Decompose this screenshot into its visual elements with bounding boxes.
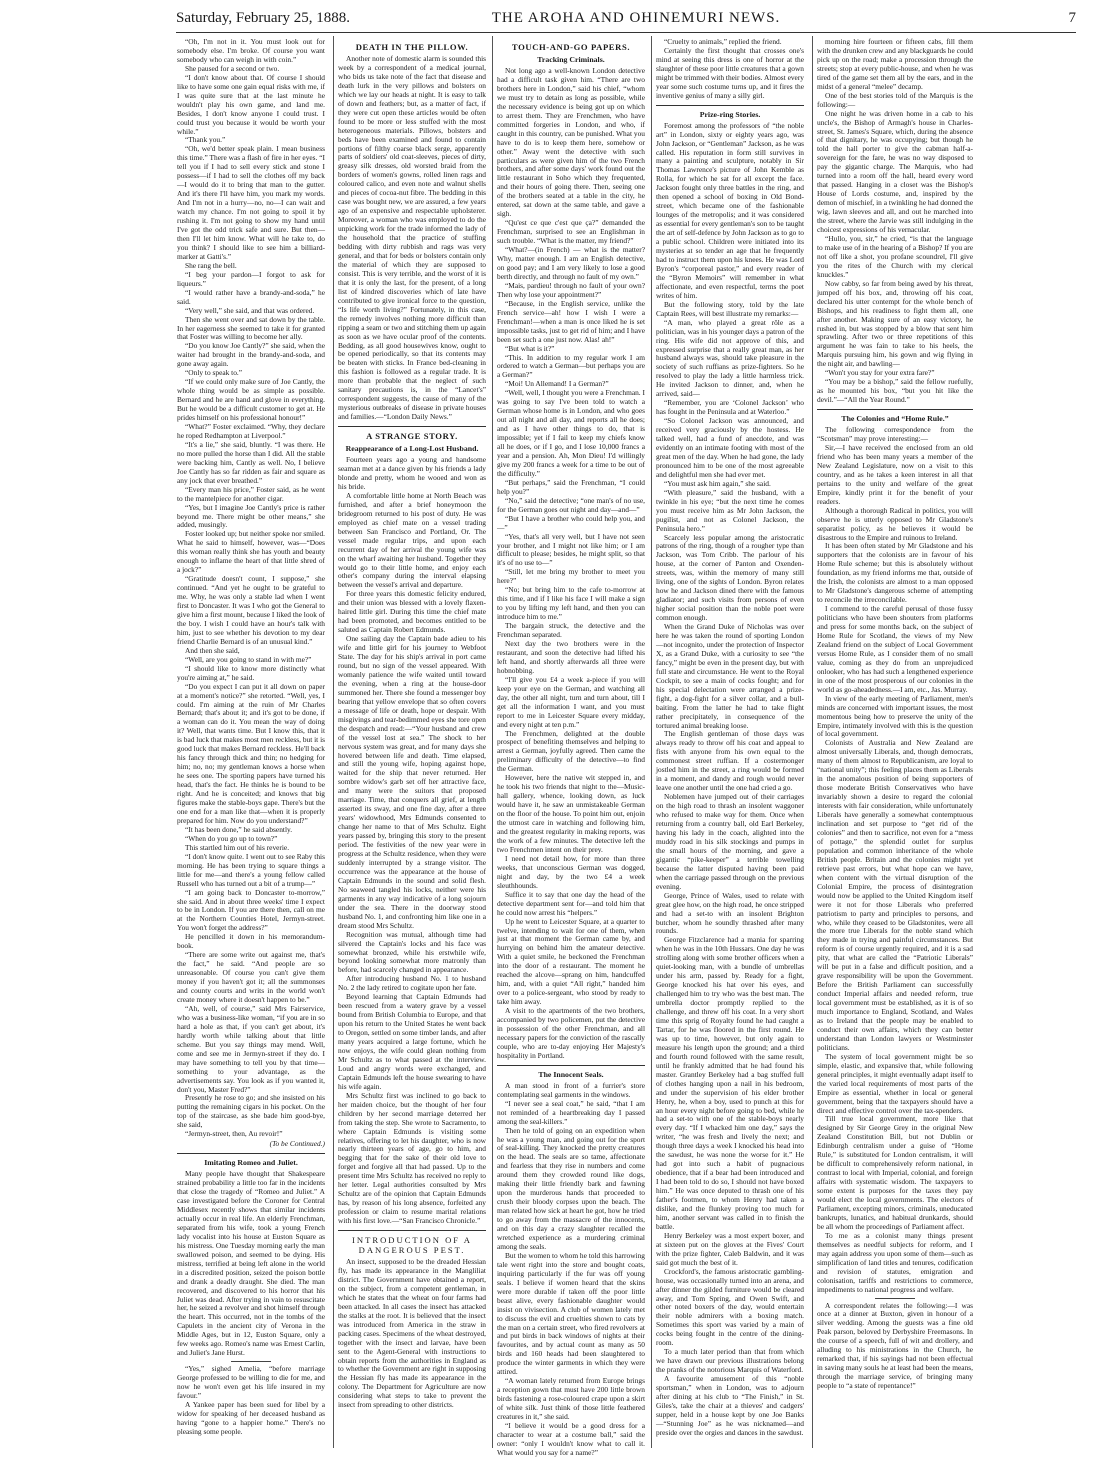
article-paragraph: A visit to the apartments of the two brothers, accompanied by two policemen, put the detective in possession of the other Frenchman, and all necessary papers for the conviction of the rascally couple, who are to-day enjoying Her Majesty's hospitality in Portland. <box>497 1006 645 1060</box>
article-paragraph: George, Prince of Wales, used to relate with great glee how, on the high road, he once stripped and had a set-to with an insolent Brighton butcher, whom he soundly thrashed after many rounds. <box>656 890 804 936</box>
article-paragraph: “I believe it would be a good dress for a character to wear at a costume ball,” said the owner: “only I wouldn't know what to call it. What would you say for a name?” <box>497 1421 645 1457</box>
article-paragraph: A comfortable little home at North Beach was furnished, and after a brief honeymoon the bridegroom returned to his post of duty. He was employed as chief mate on a vessel trading between San Francisco and Portland, Or. The vessel made regular trips, and upon each recurrent day of her arrival the young wife was on the wharf awaiting her husband. Together they would go to their little home, and enjoy each other's company during the interval elapsing between the vessel's arrival and departure. <box>338 490 486 590</box>
story-paragraph: “Ah, well, of course,” said Mrs Fairservice, who was a business-like woman, “if you are in so hard a hole as that, if you can't get about, it's hardly worth while talking about that little scheme. But you say things may mend. Well, come and see me in Jermyn-street if they do. I may have something to tell you by that time—something to your advantage, as the advertisements say. You look as if you wanted it, don't you, Master Fred?” <box>177 1003 325 1094</box>
article-paragraph: “Well, well, I thought you were a Frenchman. I was going to say I've been told to watch a German whose home is in London, and who goes out all night and all day, and reports all he does; and as I have other things to do, that is impossible; yet if I fail to keep my chiefs know all he does, or if I go, and I lose 10,000 francs a year and a pension. Ah, Mon Dieu! I'd willingly give my 200 francs a week for a time to be out of the difficulty.” <box>497 388 645 478</box>
story-paragraph: “It has been done,” he said absently. <box>185 824 293 834</box>
article-paragraph: It has been often stated by Mr Gladstone and his supporters that the colonists are in favour of his Home Rule scheme; but this is absolutely without foundation, as my friend informs me that, outside of the Irish, the colonists are almost to a man opposed to Mr Gladstone's dangerous scheme of attempting to reconcile the irreconcilable. <box>817 541 973 605</box>
headline-strange-story: A STRANGE STORY. <box>366 431 458 442</box>
story-paragraph: “I should like to know more distinctly what you're aiming at,” he said. <box>177 663 325 682</box>
article-paragraph: In view of the early meeting of Parliament, men's minds are concerned with important issues, the most momentous being how to preserve the unity of the Empire, intimately involved with this is the question of local government. <box>817 693 973 739</box>
article-paragraph: “But I have a brother who could help you, and—” <box>497 513 645 532</box>
article-paragraph: “Remember, you are ‘Colonel Jackson’ who has fought in the Peninsula and at Waterloo.” <box>656 398 804 417</box>
page-number: 7 <box>1068 10 1076 26</box>
article-paragraph: Sir,—I have received the enclosed from an old friend who has been many years a member of the New Zealand Legislature, now on a visit to this country, and as he takes a keen interest in all that pertains to the unity and welfare of the great Empire, kindly print it for the benefit of your readers. <box>817 442 973 506</box>
article-paragraph: “Hullo, you, sir,” he cried, “is that the language to make use of in the hearing of a Bishop? If you are not off like a shot, you profane scoundrel, I'll give you the rites of the Church with my clerical knuckles.” <box>817 233 973 279</box>
article-paragraph: The system of local government might be so simple, elastic, and expansive that, while following general principles, it might eventually adapt itself to the varied local requirements of most parts of the Empire as essential, whether in local or general government, being that the taxpayers should have a direct and effective control over the tax-spenders. <box>817 1051 973 1115</box>
column-divider <box>812 36 813 1448</box>
article-paragraph: A correspondent relates the following:—I was once at a dinner at Buxton, given in honour of a silver wedding. Among the guests was a fine old Peak parson, beloved by Derbyshire Freemasons. In the course of a speech, full of wit and drollery, and alluding to his ministrations in the Church, he remarked that, if his sayings had not been effectual in saving many souls he at least had been the means, through the marriage service, of bringing many people to “a state of repentance!” <box>817 1300 973 1391</box>
article-paragraph: “A woman lately returned from Europe brings a reception gown that must have 200 little brown birds fastening a rose-coloured crape upon a skirt of white silk. Just think of those little feathered creatures in it,” she said. <box>497 1376 645 1422</box>
column-divider <box>492 36 493 1448</box>
article-paragraph: The bargain struck, the detective and the Frenchman separated. <box>497 621 645 640</box>
newspaper-title: THE AROHA AND OHINEMURI NEWS. <box>491 10 781 26</box>
issue-date: Saturday, February 25, 1888. <box>176 10 350 26</box>
article-paragraph: “But perhaps,” said the Frenchman, “I could help you?” <box>497 477 645 496</box>
article-paragraph: Till true local government, more like that designed by Sir George Grey in the original New Zealand Constitution Bill, but not Dublin or Edinburgh centralism under a guise of “Home Rule,” is substituted for London centralism, it will be difficult to comprehensively reform national, in contrast to local with Imperial, colonial, and foreign affairs with systematic wisdom. The taxpayers to some extent is purposes for the taxes they pay would elect the local governments. The electors of Parliament, excepting minors, criminals, uneducated bankrupts, lunatics, and habitual drunkards, should be all whom the proceedings of Parliament affect. <box>817 1114 973 1231</box>
article-paragraph: Not long ago a well-known London detective had a difficult task given him. “There are two brothers here in London,” said his chief, “whom we must try to detain as long as possible, while the necessary evidence is being got up on which to arrest them. They are Frenchmen, who have committed forgeries in London, and who, if caught in this country, can be punished. What you have to do is to keep them here, somehow or other.” Away went the detective with such particulars as were given him of the two French brothers, and after some days' work found out the little restaurant in Soho which they frequented, and their hours of going there. Then, seeing one of the brothers seated at a table in the city, he entered, sat down at the same table, and gave a sigh. <box>497 66 645 219</box>
article-paragraph: “Because, in the English service, unlike the French service—ah! how I wish I were a Frenchman!—when a man is once liked he is set impossible tasks, just to get rid of him; and I have been set such a one just now. Alas! ah!” <box>497 298 645 344</box>
headline-dangerous-pest: INTRODUCTION OF A DANGEROUS PEST. <box>352 1235 472 1256</box>
column-4 <box>656 38 804 1448</box>
headline-colonies-home-rule: The Colonies and “Home Rule.” <box>841 414 949 424</box>
article-paragraph: Many people have thought that Shakespeare strained probability a little too far in the incidents that close the tragedy of “Romeo and Juliet.” A case investigated before the Coroner for Central Middlesex recently shows that similar incidents actually occur in real life. An elderly Frenchman, separated from his wife, took a young French lady vocalist into his house at Euston Square as his mistress. One Tuesday morning early the man swallowed poison, and seemed to be dying. His mistress, terrified at being left alone in the world in a discredited position, seized the poison bottle and drank a deadly draught. She died. The man recovered, and discovered to his horror that his Juliet was dead. After trying in vain to resuscitate her, he seized a revolver and shot himself through the heart. This occurred, not in the tombs of the Capulets in the ancient city of Verona in the Middle Ages, but in 12, Euston Square, only a few weeks ago. Romeo's name was Ernest Carlin, and Juliet's Jane Hurst. <box>177 1169 325 1358</box>
article-paragraph: An insect, supposed to be the dreaded Hessian fly, has made its appearance in the Mangliliat district. The Government have obtained a report, on the subject, from a competent gentleman, in which he states that the wheat on four farms had been attacked. In all cases the insect has attacked the stalks at the root. It is believed that the insect was introduced from America in the straw in packing cases. Specimens of the wheat destroyed, together with the insect and larvae, have been sent to the Agent-General with instructions to obtain reports from the authorities in England as to whether the Government are right in supposing the Hessian fly has made its appearance in the colony. The Department for Agriculture are now considering what steps to take to prevent the insect from spreading to other districts. <box>338 1257 486 1410</box>
article-paragraph: Suffice it to say that one day the head of the detective department sent for—and told him that he could now arrest his “helpers.” <box>497 889 645 917</box>
article-paragraph: I need not detail how, for more than three weeks, that unconscious German was dogged, night and day, by the two £4 a week sleuthhounds. <box>497 853 645 890</box>
headline-touch-and-go: TOUCH-AND-GO PAPERS. <box>511 42 631 52</box>
article-paragraph: “You may be a bishop,” said the fellow ruefully, as he mounted his box, “but you hit like the devil.”—“All the Year Round.” <box>817 377 973 405</box>
article-paragraph: “Still, let me bring my brother to meet you here?” <box>497 567 645 586</box>
column-divider <box>651 36 652 1448</box>
article-paragraph: Fourteen years ago a young and handsome seaman met at a dance given by his friends a lady blonde and pretty, whom he wooed and won as his bride. <box>338 455 486 491</box>
article-paragraph: “Yes,” sighed Amelia, “before marriage George professed to be willing to die for me, and now he won't even get his life insured in my favour.” <box>177 1364 325 1401</box>
article-paragraph: For three years this domestic felicity endured, and their union was blessed with a lovely flaxen-haired little girl. During this time the chief mate had been promoted, and becomes entitled to be saluted as Captain Robert Edmunds. <box>338 589 486 635</box>
column-1 <box>177 38 325 1448</box>
story-paragraph: This startled him out of his reverie. <box>185 842 290 852</box>
article-separator <box>656 105 804 106</box>
story-paragraph: “If we could only make sure of Joe Cantly, the whole thing would be as simple as possible. Bernard and he are hand and glove in everything. But he would be a difficult customer to get at. He prides himself on his professional honour!” <box>177 377 325 423</box>
article-paragraph: “With pleasure,” said the husband, with a twinkle in his eye; “but the next time he comes you must receive him as Mr John Jackson, the pugilist, and not as Colonel Jackson, the Peninsula hero.” <box>656 487 804 533</box>
article-paragraph: Certainly the first thought that crosses one's mind at seeing this dress is one of horror at the slaughter of these poor little creatures that a gown might be trimmed with their bodies. Almost every year some such costume turns up, and it fires the inventive genius of many a silly girl. <box>656 45 804 100</box>
divider <box>231 1361 271 1362</box>
story-paragraph: She rang the bell. <box>185 260 237 270</box>
story-paragraph: “I don't know quite. I went out to see Raby this morning. He has been trying to square things a little for me—and there's a young fellow called Russell who has turned out a bit of a trump—” <box>177 851 325 888</box>
story-paragraph: He pencilled it down in his memorandum-book. <box>177 932 325 951</box>
article-paragraph: “A man, who played a great rôle as a politician, was in his younger days a patron of the ring. His wife did not approve of this, and expressed surprise that a really great man, as her husband always was, should take pleasure in the society of such ruffians as prize-fighters. So he resolved to play the lady a little harmless trick. He invited Jackson to dinner, and, when he arrived, said— <box>656 317 804 399</box>
story-paragraph: “Gratitude doesn't count, I suppose,” she continued. “And yet he ought to be grateful to me. Why, he was only a stable lad when I went first to Doncaster. It was I who got the General to give him a first mount, because I liked the look of the boy. I wish I could have an hour's talk with him, just to see whether his devotion to my dear friend Charlie Bernard is of an unusual kind.” <box>177 574 325 646</box>
article-paragraph: Noblemen have jumped out of their carriages on the high road to thrash an insolent waggoner who refused to make way for them. Once when returning from a country ball, old Earl Berkeley, having his lady in the coach, alighted into the muddy road in his silk stockings and pumps in the small hours of the morning, and gave a gigantic “pike-keeper” a terrible towelling because the latter disputed having been paid when the carriage passed through on the previous evening. <box>656 792 804 891</box>
article-paragraph: “Yes, that's all very well, but I have not seen your brother, and I might not like him; or I am difficult to please; besides, he might split, so that it's of no use to—” <box>497 531 645 568</box>
article-paragraph: A Yankee paper has been sued for libel by a widow for speaking of her deceased husband as having “gone to a happier home.” There's no pleasing some people. <box>177 1400 325 1436</box>
article-paragraph: Foremost among the professors of “the noble art” in London, sixty or eighty years ago, was John Jackson, or “Gentleman” Jackson, as he was called. His reputation in form still survives in many a painting and sculpture, notably in Sir Thomas Lawrence's picture of John Kemble as Rolla, for which he sat for all except the face. Jackson fought only three battles in the ring, and then opened a school of boxing in Old Bond-street, which became one of the fashionable lounges of the metropolis; and it was considered as essential for every gentleman's son to be taught the art of self-defence by John Jackson as to go to a public school. Children were initiated into its mysteries at so tender an age that he frequently had to instruct them upon his knees. He was Lord Byron's “corporeal pastor,” and every reader of the “Byron Memoirs” will remember in what affectionate, and even respectful, terms the poet writes of him. <box>656 120 804 300</box>
article-paragraph: To me as a colonist many things present themselves as needful subjects for reform, and I may again address you upon some of them—such as simplification of land titles and tenures, codification and revision of statutes, emigration and colonisation, tariffs and restrictions to commerce, impediments to national progress and welfare. <box>817 1230 973 1294</box>
article-paragraph: “You must ask him again,” she said. <box>664 478 771 488</box>
story-paragraph: “Thank you.” <box>185 135 226 145</box>
subheadline-long-lost-husband: Reappearance of a Long-Lost Husband. <box>345 444 479 454</box>
article-paragraph: To a much later period than that from which we have drawn our previous illustrations belong the pranks of the notorious Marquis of Waterford. <box>656 1347 804 1375</box>
headline-romeo-juliet: Imitating Romeo and Juliet. <box>204 1158 298 1168</box>
article-paragraph: When the Grand Duke of Nicholas was over here he was taken the round of sporting London—not incognito, under the protection of Inspector X, as a Grand Duke, with a curiosity to see “the fancy,” might be even in the present day, but with full state and circumstance. He went to the Royal Cockpit, to see a main of cocks fought; and for his special delectation were arranged a prize-fight, a dog-fight for a silver collar, and a bull-baiting. From the latter he had to take flight rather precipitately, in consequence of the tortured animal breaking loose. <box>656 622 804 730</box>
article-paragraph: “No,” said the detective; “one man's of no use, for the German goes out night and day—and—” <box>497 495 645 514</box>
article-paragraph: “No; but bring him to the cafe to-morrow at this time, and if I like his face I will make a sign to you by lifting my left hand, and then you can introduce him to me.” <box>497 585 645 622</box>
article-paragraph: But the women to whom he told this harrowing tale went right into the store and bought coats, inquiring particularly if the fur was off young seals. I believe if women heard that the skins were more durable if taken off the poor little beast alive, every fashionable daughter would insist on vivisection. A club of women lately met to discuss the evil and cruelties shown to cats by the man on a certain street, who fired revolvers at and put birds in back windows of nights at their favourites, and by actual count as many as 50 birds and 160 heads had been slaughtered to produce the winter garments in which they were attired. <box>497 1250 645 1377</box>
article-separator <box>338 426 486 427</box>
story-paragraph: “Oh, we'd better speak plain. I mean business this time.” There was a flash of fire in her eyes. “I tell you if I had to sell every stick and stone I possess—if I had to sell the clothes off my back—I would do it to bring that man to the gutter. And it's there I'll have him, you mark my words. And I'm not in a hurry—no, no—I can wait and watch my chance. I'm not going to spoil it by rushing it. I'm not going to show my hand until I've got the odd trick safe and sure. But then—then I'll let him know. What will he take to, do you think? I should like to see him a billiard-marker at Gatti's.” <box>177 144 325 261</box>
article-paragraph: “Won't you stay for your extra fare?” <box>825 368 935 378</box>
article-paragraph: “What?—(in French) — what is the matter? Why, matter enough. I am an English detective, on good pay; and I am very likely to lose a good berth directly, and through no fault of my own.” <box>497 245 645 281</box>
article-paragraph: George Fitzclarence had a mania for sparring when he was in the 10th Hussars. One day he was strolling along with some brother officers when a quiet-looking man, with a bundle of umbrellas under his arm, passed by. Ready for a fight, George knocked his hat over his eyes, and challenged him to try who was the best man. The umbrella doctor promptly replied to the challenge, and threw off his coat. In a very short time this sprig of Royalty found he had caught a Tartar, for he was floored in the first round. He was up to time, however, but only again to measure his length upon the ground; and a third and fourth round followed with the same result, until he frankly admitted that he had found his master. Grantley Berkeley had a bag stuffed full of clothes hanging upon a nail in his bedroom, and under the supervision of his elder brother Henry, he, when a boy, used to punch at this for an hour every night before going to bed, while he had a set-to with one of the stable-boys nearly every day. “If I whacked him one day,” says the writer, “he was fresh and lively the next; and though three days a week I knocked his head into the sawdust, he was none the worse for it.” He had got into such a habit of pugnacious obedience, that if a bear had been introduced and I had been told to do so, I should not have boxed him.” He was once deputed to thrash one of his father's footmen, to whom Henry had taken a dislike, and the flunkey proving too much for him, another servant was called in to finish the battle. <box>656 935 804 1231</box>
article-paragraph: morning hire fourteen or fifteen cabs, fill them with the drunken crew and any blackguards he could pick up on the road; make a procession through the streets; stop at every public-house, and when he was tired of the game set them all by the ears, and in the midst of a general “melee” decamp. <box>817 37 973 91</box>
story-paragraph: “I don't know about that. Of course I should like to have some one gain equal risks with me, if I was quite sure that at the last minute he wouldn't play his own game, and land me. Besides, I don't know anyone I could trust. I could trust you because it would be worth your while.” <box>177 72 325 136</box>
story-paragraph: “Do you expect I can put it all down on paper at a moment's notice?” she retorted. “Well, yes, I could. I'm aiming at the ruin of Mr Charles Bernard; that's about it; and it's got to be done, if a woman can do it. You mean the way of doing it? Well, that wants time. But I know this, that it is bad luck that makes most men reckless, but it is good luck that makes Bernard reckless. He'll back his fancy through thick and thin; no hedging for him; no, no; my gentleman knows a horse when he sees one. The sporting papers have turned his head, that's the fact. He thinks he is bound to be right. And he is conceited; and knows that big figures make the stable-boys gape. There's but the one end for a man like that—when it is properly prepared for him. Now do you understand?” <box>177 681 325 825</box>
article-paragraph: One sailing day the Captain bade adieu to his wife and little girl for his journey to Webfoot State. The day for his ship's arrival in port came round, but no sign of the vessel appeared. With womanly patience the wife waited until toward the evening, when a ring at the house-door summoned her. There she found a messenger boy bearing that yellow envelope that so often covers a message of life or death, hope or despair. With misgivings and tear-bedimmed eyes she tore open the despatch and read:—“Your husband and crew of the vessel lost at sea.” The shock to her nervous system was great, and for many days she hovered between life and death. Time elapsed, and still the young wife, hoping against hope, waited for the ship that never returned. Her sombre widow's garb set off her attractive face, and many were the suitors that proposed marriage. Time, that conquers all grief, at length asserted its sway, and one fine day, after a three years' widowhood, Mrs Edmunds consented to change her name to that of Mrs Schultz. Eight years passed by, bringing this story to the present period. The festivities of the new year were in progress at the Schultz residence, when they were suddenly interrupted by a strange visitor. The occurrence was the appearance at the house of Captain Edmunds in the sound and solid flesh. No seaweed tangled his locks, neither were his garments in any way indicative of a long sojourn under the sea. There in the doorway stood husband No. 1, and confronting him like one in a dream stood Mrs Schultz. <box>338 634 486 930</box>
divider <box>875 1298 915 1299</box>
article-separator <box>497 1065 645 1066</box>
article-paragraph: “I never see a seal coat,” he said, “that I am not reminded of a heartbreaking day I passed among the seal-killers.” <box>497 1098 645 1126</box>
column-5 <box>817 38 973 1448</box>
article-paragraph: “I'll give you £4 a week a-piece if you will keep your eye on the German, and watching all day, the other all night, turn and turn about, till I get all the information I want, and you must report to me in Leicester Square every midday, and every night at ten p.m.” <box>497 674 645 729</box>
article-paragraph: “Moi! Un Allemand! I a German?” <box>505 379 609 389</box>
story-paragraph: “There are some write out against me, that's the fact,” he said. “And people are so unreasonable. Of course you can't give them money if you haven't got it; all the summonses and county courts and writs in the world won't create money where it doesn't happen to be.” <box>177 950 325 1004</box>
story-paragraph: “Every man his price,” Foster said, as he went to the mantelpiece for another cigar. <box>177 484 325 503</box>
story-paragraph: And then she said, <box>185 645 240 655</box>
article-paragraph: “Qu'est ce que c'est que ça?” demanded the Frenchman, surprised to see an Englishman in such trouble. “What is the matter, my friend?” <box>497 218 645 246</box>
article-paragraph: “This. In addition to my regular work I am ordered to watch a German—but perhaps you are a German?” <box>497 352 645 380</box>
article-paragraph: But the following story, told by the late Captain Rees, will best illustrate my remarks:— <box>656 299 804 318</box>
masthead <box>176 6 1076 30</box>
article-paragraph: Then he told of going on an expedition when he was a young man, and going out for the sport of seal-killing. They knocked the pretty creatures on the head. The seals are so tame, affectionate and fearless that they rise in numbers and come around them they crowded round like dogs, making their little friendly bark and fawning upon the murderous hands that proceeded to crush their bloody corpses upon the beach. The man related how sick at heart he got, how he tried to go away from the massacre of the innocents, and on this day a crazy slaughter recalled the wretched experience as a murdering criminal among the seals. <box>497 1125 645 1251</box>
article-paragraph: The Frenchmen, delighted at the double prospect of benefiting themselves and helping to arrest a German, joyfully agreed. Then came the preliminary difficulty of the detective—to find the German. <box>497 728 645 774</box>
article-paragraph: “Mais, pardieu! through no fault of your own? Then why lose your appointment?” <box>497 280 645 299</box>
article-paragraph: Although a thorough Radical in politics, you will observe he is utterly opposed to Mr Gladstone's separatist policy, as he believes it would be disastrous to the Empire and ruinous to Ireland. <box>817 505 973 542</box>
article-separator <box>338 1230 486 1231</box>
article-paragraph: However, here the native wit stepped in, and he took his two friends that night to the—Music-hall gallery, whence, looking down, as luck would have it, he saw an unmistakeable German on the floor of the house. To point him out, enjoin the utmost care in watching and following him, and the greatest regularity in making reports, was the work of a few minutes. The detective left the two Frenchmen intent on their prey. <box>497 773 645 854</box>
article-paragraph: One night he was driven home in a cab to his uncle's, the Bishop of Armagh's house in Charles-street, St. James's Square, which, during the absence of that dignitary, he was occupying; but though he told the hall porter to give the cabman half-a-sovereign for the fare, he was no way disposed to pay the gigantic charge. The Marquis, who had turned into a room off the hall, heard every word that passed. Hanging in a closet was the Bishop's House of Lords costume, and, inspired by the demon of mischief, in a twinkling he had donned the wig, lawn sleeves and all, and out he marched into the street, where the Jarvie was still indulging in the choicest expressions of his vernacular. <box>817 108 973 235</box>
story-paragraph: “It's a lie,” she said, bluntly. “I was there. He no more pulled the horse than I did. All the stable were backing him, Cantly as well. No, I believe Joe Cantly has so far ridden as fair and square as any jock that ever breathed.” <box>177 439 325 485</box>
story-paragraph: “Oh, I'm not in it. You must look out for somebody else. I'm broke. Of course you want somebody who can weigh in with coin.” <box>177 37 325 64</box>
story-paragraph: “When do you go up to town?” <box>185 833 278 843</box>
story-paragraph: “Very well,” she said, and that was ordered. <box>185 305 315 315</box>
article-paragraph: “Cruelty to animals,” replied the friend. <box>664 37 782 46</box>
article-paragraph: One of the best stories told of the Marquis is the following:— <box>817 90 973 109</box>
story-paragraph: She paused for a second or two. <box>185 63 280 73</box>
article-paragraph: I commend to the careful perusal of those fussy politicians who have been shouters from platforms and press for some months back, on the subject of Home Rule for Scotland, the views of my New Zealand friend on the subject of Local Government versus Home Rule, as I consider them of no small value, coming as they do from an unprejudiced onlooker, who has had such a lengthened experience in one of the most prosperous of our colonies in the world as go-aheadedness.—I am, etc., Jas. Murray. <box>817 604 973 694</box>
article-paragraph: Colonists of Australia and New Zealand are almost universally Liberals, and, though democrats, many of them almost to Republicanism, are loyal to “national unity”; this feeling places them as Liberals in the anomalous position of being supporters of those moderate British Conservatives who have invariably shown a desire to regard the colonial interests with fair consideration, while unfortunately Liberals have generally a somewhat contemptuous inclination and set purpose to “get rid of the colonies” and then to sacrifice, not even for a “mess of pottage,” the splendid outlet for surplus population and common inheritance of the whole British people. Britain and the colonies might yet retrieve past errors, but what hope can we have, when content with the virtual disruption of the Colonial Empire, the process of disintegration would now be applied to the United Kingdom itself were it not for those Liberals who preferred patriotism to party and principles to persons, and who, while they ceased to be Gladstonites, were all the more true Liberals for the noble stand which they made in trying and painful circumstances. But reform is of course urgently required, and it is a sad pity, that what are called the “Patriotic Liberals” will be put in a false and difficult position, and a grave responsibility will be upon the Government. Before the British Parliament can successfully conduct Imperial affairs and needed reform, true local government must be established, as it is of so much importance to England, Scotland, and Wales as to Ireland that the people may be enabled to conduct their own affairs, which they can better understand than London lawyers or Westminster politicians. <box>817 738 973 1052</box>
article-paragraph: Next day the two brothers were in the restaurant, and soon the detective had lifted his left hand, and shortly afterwards all three were hobnobbing. <box>497 639 645 675</box>
column-divider <box>333 36 334 1448</box>
column-3 <box>497 38 645 1457</box>
article-paragraph: “But what is it?” <box>505 343 555 353</box>
column-2 <box>338 38 486 1448</box>
story-paragraph: Then she went over and sat down by the table. In her eagerness she seemed to take it for granted that Foster was willing to become her ally. <box>177 314 325 342</box>
article-separator <box>177 1153 325 1154</box>
article-paragraph: Mrs Schultz first was inclined to go back to her maiden choice, but the thought of her four children by her second marriage deterred her from taking the step. She wrote to Sacramento, to where Captain Edmunds is visiting some relatives, offering to let his daughter, who is now nearly thirteen years of age, go to him, and begging that for the sake of their old love to forget and forgive all that had passed. Up to the present time Mrs Schultz has received no reply to her letter. Legal authorities consulted by Mrs Schultz are of the opinion that Captain Edmunds has, by reason of his long absence, forfeited any profession or claim to resume marital relations with his first love.—“San Francisco Chronicle.” <box>338 1090 486 1226</box>
article-separator <box>817 409 973 410</box>
story-paragraph: “What?” Foster exclaimed. “Why, they declare he roped Redhampton at Liverpool.” <box>177 421 325 440</box>
story-paragraph: “Yes, but I imagine Joe Cantly's price is rather beyond me. There might be other means,” she added, musingly. <box>177 502 325 530</box>
article-paragraph: “So Colonel Jackson was announced, and received very graciously by the hostess. He talked well, had a fund of anecdote, and was evidently on an intimate footing with most of the great men of the day. When he had gone, the lady pronounced him to be one of the most agreeable and delightful men she had ever met. <box>656 416 804 479</box>
article-paragraph: Now cabby, so far from being awed by his threat, jumped off his box, and, throwing off his coat, declared his utter contempt for the whole bench of Bishops, and his readiness to fight them all, one after another. Making sure of an easy victory, he rushed in, but was stopped by a blow that sent him sprawling. After two or three repetitions of this argument he was fain to take to his heels, the Marquis pursuing him, his gown and wig flying in the night air, and bawling— <box>817 278 973 369</box>
story-paragraph: Foster looked up; but neither spoke nor smiled. What he said to himself, however, was—“Does this woman really think she has youth and beauty enough to inflame the heart of that little shred of a jock?” <box>177 529 325 575</box>
story-paragraph: “I am going back to Doncaster to-morrow,” she said. And in about three weeks' time I expect to be in London. If you are there then, call on me at the Northern Counties Hotel, Jermyn-street. You won't forget the address?” <box>177 887 325 933</box>
story-paragraph: “I beg your pardon—I forgot to ask for liqueurs.” <box>177 269 325 288</box>
article-paragraph: The English gentleman of those days was always ready to throw off his coat and appeal to fists with anyone from his own equal to the commonest street ruffian. If a costermonger jostled him in the street, a ring would be formed in a moment, and dandy and rough would never leave one another until the one had cried a go. <box>656 729 804 793</box>
article-paragraph: Beyond learning that Captain Edmunds had been rescued from a watery grave by a vessel bound from British Columbia to Europe, and that upon his return to the United States he went back to Oregon, settled on some timber lands, and after many years acquired a large fortune, which he now enjoys, the wife could glean nothing from Mr Schultz as to what passed at the interview. Loud and angry words were exchanged, and Captain Edmunds left the house swearing to have his wife again. <box>338 992 486 1091</box>
story-paragraph: “I would rather have a brandy-and-soda,” he said. <box>177 287 325 306</box>
story-paragraph: Presently he rose to go; and she insisted on his putting the remaining cigars in his pocket. On the top of the staircase, as she bade him good-bye, she said, <box>177 1093 325 1130</box>
article-paragraph: Crockford's, the famous aristocratic gambling-house, was occasionally turned into an arena, and after dinner the gilded furniture would be cleared away, and Tom Spring, and Owen Swift, and other noted boxers of the day, would entertain their noble admirers with a boxing match. Sometimes this sport was varied by a main of cocks being fought in the centre of the dining-room. <box>656 1266 804 1348</box>
article-paragraph: A man stood in front of a furrier's store contemplating seal garments in the windows. <box>497 1080 645 1099</box>
article-paragraph: Scarcely less popular among the aristocratic patrons of the ring, though of a rougher type than Jackson, was Tom Cribb. The parlour of his house, at the corner of Panton and Oxenden-streets, was, within the memory of many still living, one of the sights of London. Byron relates how he and Jackson dined there with the famous gladiator; and such visits from persons of even higher social position than the noble poet were common enough. <box>656 532 804 623</box>
article-paragraph: Up he went to Leicester Square, at a quarter to twelve, intending to wait for one of them, when just at that moment the German came by, and hurrying on behind him the amateur detective. With a quiet smile, he beckoned the Frenchman into the door of a restaurant. The moment he reached the alcove—sprang on him, handcuffed him, and, with a quiet “All right,” handed him over to a police-sergeant, who stood by ready to take him away. <box>497 916 645 1007</box>
story-paragraph: “Do you know Joe Cantly?” she said, when the waiter had brought in the brandy-and-soda, and gone away again. <box>177 341 325 369</box>
headline-innocent-seals: The Innocent Seals. <box>538 1069 604 1079</box>
story-paragraph: “Only to speak to.” <box>185 368 243 378</box>
story-paragraph: “Jermyn-street, then, Au revoir!” <box>185 1129 283 1139</box>
article-paragraph: The following correspondence from the “Scotsman” may prove interesting:— <box>817 425 973 444</box>
headline-prize-ring-stories: Prize-ring Stories. <box>699 109 761 119</box>
article-paragraph: Another note of domestic alarm is sounded this week by a correspondent of a medical journal, who bids us take note of the fact that disease and death lurk in the very pillows and bolsters on which we lay our heads at night. It is easy to talk of down and feathers; but, as a matter of fact, if they were cut open these articles would be often found to be more or less stuffed with the most heterogeneous materials. Pillows, bolsters and beds have been examined and found to contain portions of filthy coarse black serge, apparently parts of soldiers' old coat-sleeves, pieces of dirty, greasy silk dresses, old worsted braid from the borders of women's gowns, rolled linen rags and coloured calico, and even note and walnut shells and pieces of cocoa-nut fibre. The bedding in this case was bought new, we are assured, a few years ago of an expensive and respectable upholsterer. Moreover, a woman who was employed to do the unpicking work for the trade informed the lady of the household that the practice of stuffing bedding with dirty rubbish and rags was very general, and that for beds or bolsters contain only the material of which they are supposed to consist. This is very terrible, and the worst of it is that it is only the last, for the present, of a long list of kindred discoveries which of late have contributed to give ironical force to the question, “Is life worth living?” Fortunately, in this case, the remedy involves nothing more difficult than ripping a seam or two and stitching them up again as soon as we have ocular proof of the contents. Bedding, as all good housewives know, ought to be opened periodically, so that its contents may be beaten with sticks. In France bed-cleaning in this fashion is followed as a regular trade. It is more than probable that the neglect of such sanitary precautions is, in the “Lancet's” correspondent suggests, the cause of many of the mysterious outbreaks of disease in private houses and families.—“London Daily News.” <box>338 54 486 422</box>
headline-death-in-pillow: DEATH IN THE PILLOW. <box>355 42 469 52</box>
article-paragraph: Recognition was mutual, although time had silvered the Captain's locks and his face was somewhat bronzed, while his erstwhile wife, beyond looking somewhat more matronly than before, had scarcely changed in appearance. <box>338 929 486 975</box>
article-paragraph: A favourite amusement of this “noble sportsman,” when in London, was to adjourn after dining at his club to “The Finish,” in St. Giles's, take the chair at a thieves' and cadgers' supper, held in a house kept by one Joe Banks—“Stunning Joe” as he was nicknamed—and preside over the orgies and dances in the sawdust. <box>656 1374 804 1437</box>
article-paragraph: Henry Berkeley was a most expert boxer, and at sixteen put on the gloves at the Fives' Court with the prize fighter, Caleb Baldwin, and it was said got much the best of it. <box>656 1230 804 1267</box>
masthead-rule <box>176 32 1076 33</box>
subheadline-tracking-criminals: Tracking Criminals. <box>537 55 605 64</box>
to-be-continued: (To be Continued.) <box>269 1139 325 1149</box>
story-paragraph: “Well, are you going to stand in with me?” <box>185 654 312 664</box>
article-paragraph: After introducing husband No. 1 to husband No. 2 the lady retired to cogitate upon her fate. <box>338 974 486 993</box>
